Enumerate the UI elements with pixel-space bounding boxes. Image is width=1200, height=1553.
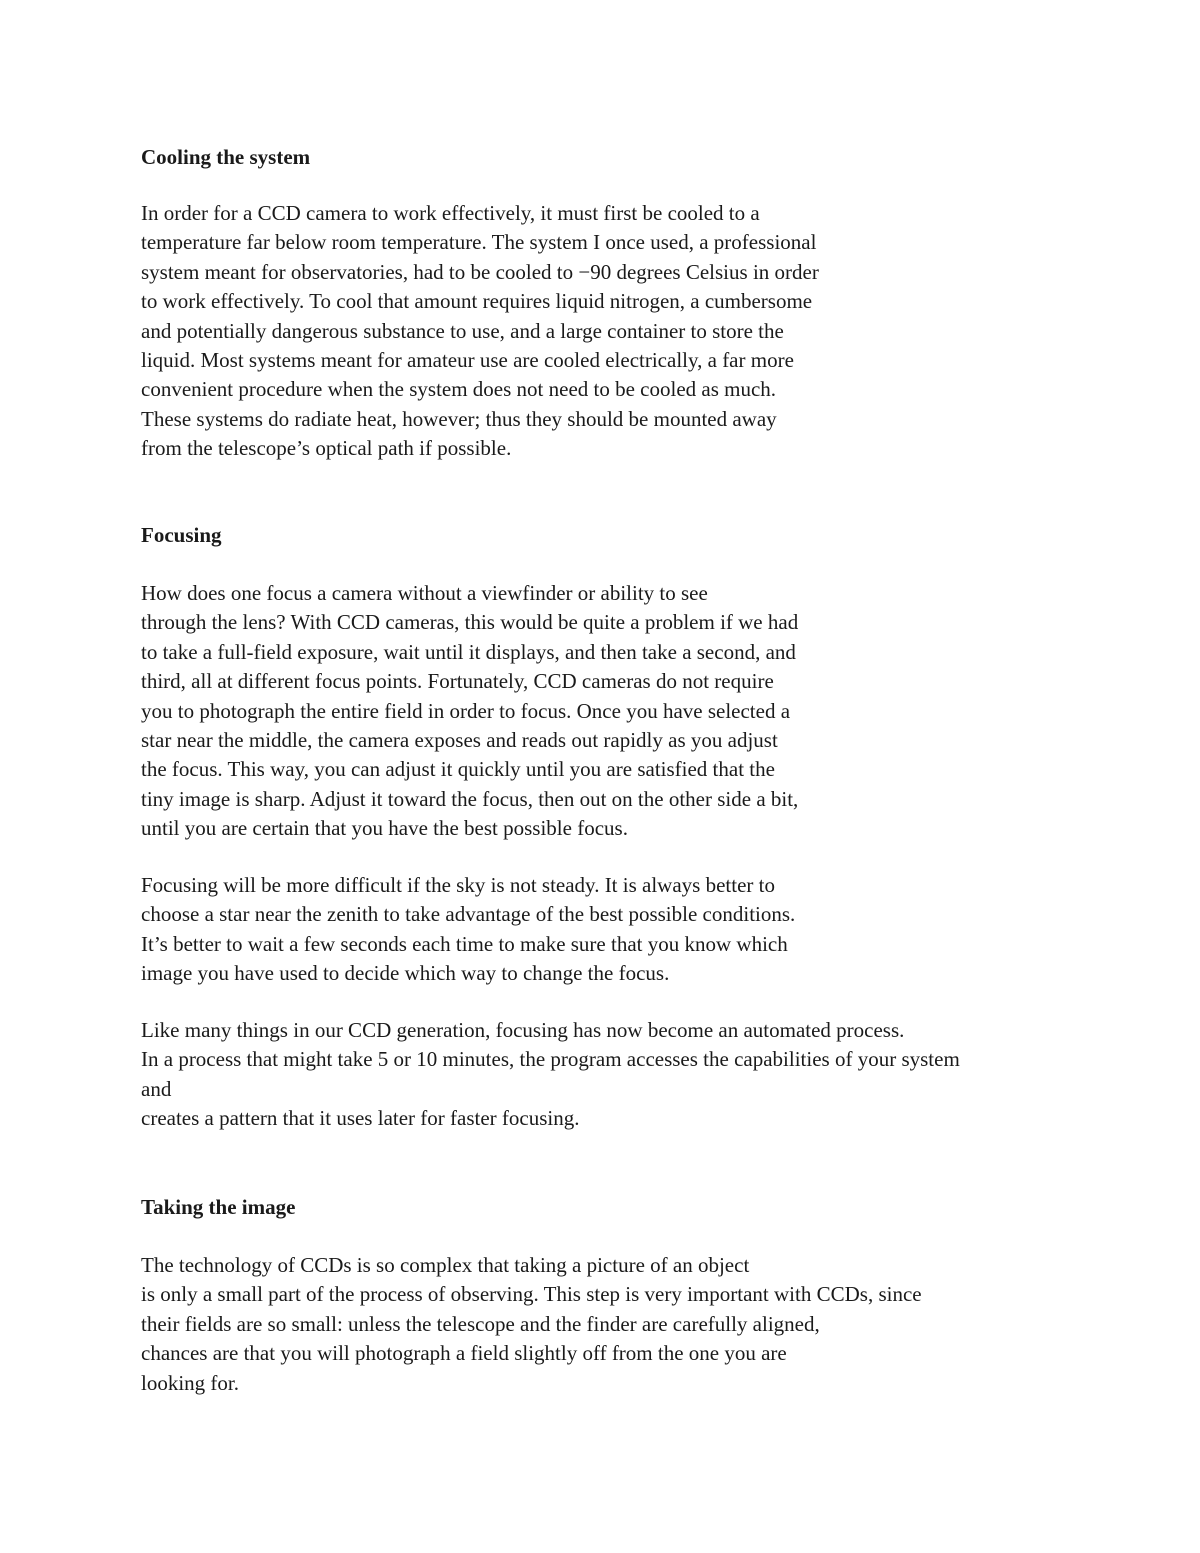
text-line: star near the middle, the camera exposes and reads out rapidly as you adjust <box>141 728 778 753</box>
section-heading-taking-image: Taking the image <box>141 1195 296 1219</box>
paragraph-cooling <box>141 199 819 464</box>
text-line: system meant for observatories, had to be cooled to −90 degrees Celsius in order <box>141 259 819 284</box>
text-line: to take a full-field exposure, wait until it displays, and then take a second, and <box>141 639 796 664</box>
text-line: through the lens? With CCD cameras, this would be quite a problem if we had <box>141 610 799 635</box>
text-line: It’s better to wait a few seconds each time to make sure that you know which <box>141 931 788 956</box>
paragraph-taking-image <box>141 1251 922 1398</box>
text-line: and potentially dangerous substance to use, and a large container to store the <box>141 318 784 343</box>
text-line: their fields are so small: unless the telescope and the finder are carefully aligned, <box>141 1311 820 1336</box>
text-line: third, all at different focus points. Fortunately, CCD cameras do not require <box>141 669 774 694</box>
text-line: Focusing will be more difficult if the sky is not steady. It is always better to <box>141 873 775 897</box>
section-heading-cooling: Cooling the system <box>141 145 311 169</box>
text-line: looking for. <box>141 1370 239 1395</box>
text-line: chances are that you will photograph a field slightly off from the one you are <box>141 1341 787 1366</box>
text-line: to work effectively. To cool that amount requires liquid nitrogen, a cumbersome <box>141 289 813 314</box>
text-line: the focus. This way, you can adjust it quickly until you are satisfied that the <box>141 757 775 782</box>
text-line: choose a star near the zenith to take advantage of the best possible conditions. <box>141 902 796 927</box>
text-line: and <box>141 1076 172 1101</box>
text-line: until you are certain that you have the best possible focus. <box>141 816 628 841</box>
paragraph-focusing-2 <box>141 871 795 989</box>
section-heading-focusing: Focusing <box>141 523 222 547</box>
text-line: tiny image is sharp. Adjust it toward the focus, then out on the other side a bit, <box>141 786 799 811</box>
text-line: In a process that might take 5 or 10 minutes, the program accesses the capabilities of your system <box>141 1047 960 1072</box>
text-line: convenient procedure when the system does not need to be cooled as much. <box>141 377 777 402</box>
text-line: temperature far below room temperature. The system I once used, a professional <box>141 230 817 255</box>
text-line: How does one focus a camera without a viewfinder or ability to see <box>141 581 708 605</box>
text-line: is only a small part of the process of observing. This step is very important with CCDs, since <box>141 1282 922 1307</box>
text-line: The technology of CCDs is so complex that taking a picture of an object <box>141 1253 750 1277</box>
text-line: image you have used to decide which way to change the focus. <box>141 961 670 986</box>
text-line: liquid. Most systems meant for amateur use are cooled electrically, a far more <box>141 348 794 373</box>
paragraph-focusing-3 <box>141 1016 960 1134</box>
text-line: These systems do radiate heat, however; thus they should be mounted away <box>141 406 777 431</box>
text-line: from the telescope’s optical path if possible. <box>141 436 512 461</box>
text-line: Like many things in our CCD generation, focusing has now become an automated process. <box>141 1018 905 1042</box>
paragraph-focusing-1 <box>141 579 798 844</box>
text-line: creates a pattern that it uses later for faster focusing. <box>141 1106 580 1131</box>
text-line: you to photograph the entire field in order to focus. Once you have selected a <box>141 698 791 723</box>
text-line: In order for a CCD camera to work effectively, it must first be cooled to a <box>141 201 760 225</box>
